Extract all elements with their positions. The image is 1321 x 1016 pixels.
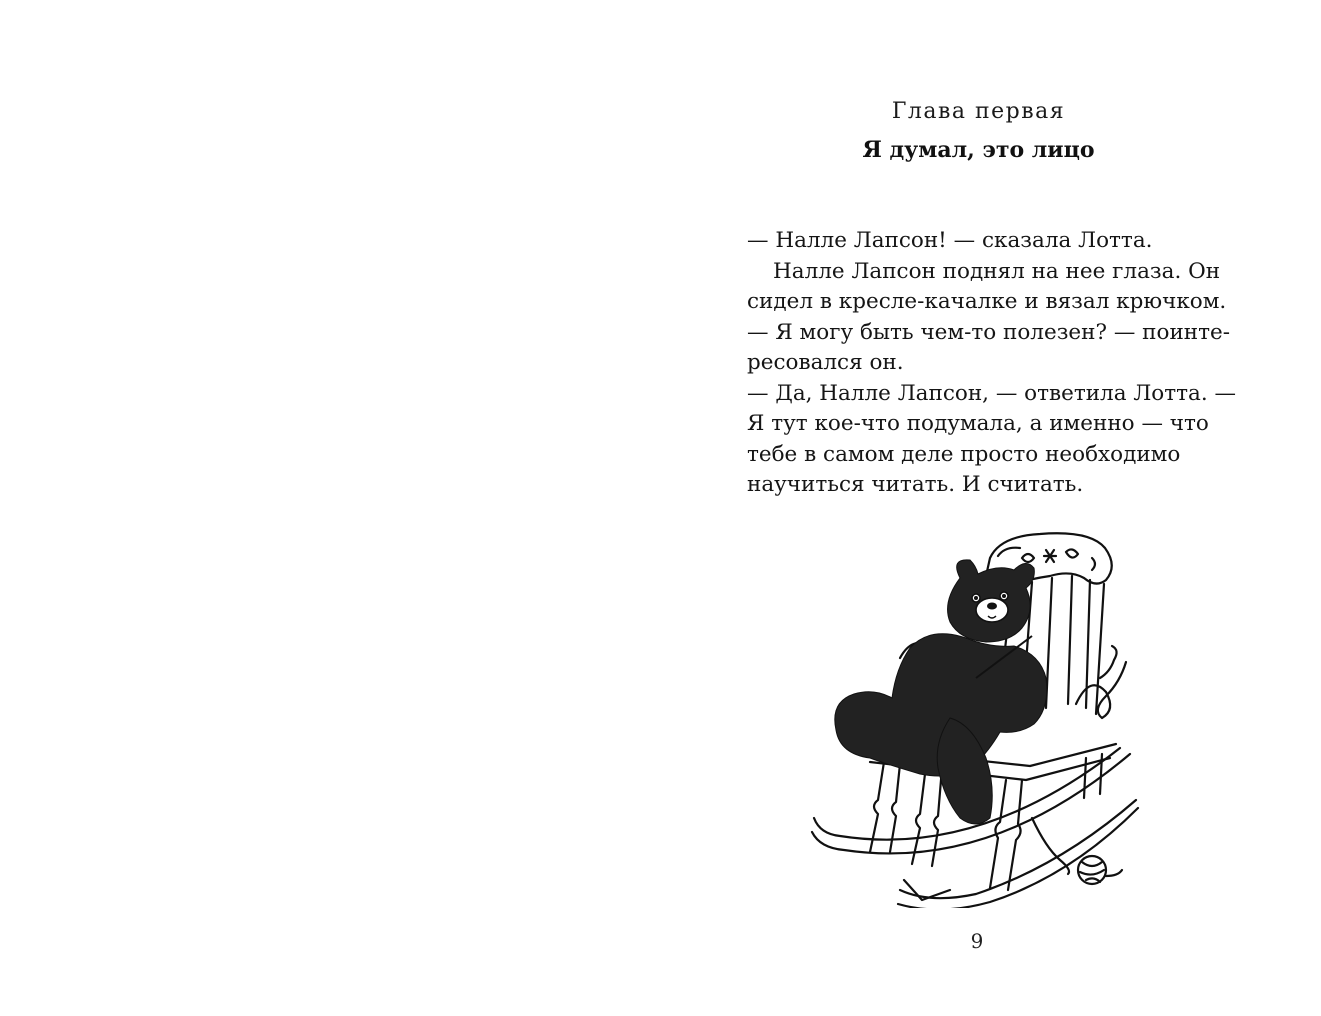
chapter-title: Я думал, это лицо	[862, 137, 1095, 163]
chapter-label: Глава первая	[891, 99, 1066, 124]
text-line: научиться читать. И считать.	[747, 472, 1084, 497]
text-line: ресовался он.	[747, 350, 904, 375]
text-line: тебе в самом деле просто необходимо	[747, 441, 1181, 467]
text-line: сидел в кресле-качалке и вязал крючком.	[747, 289, 1227, 314]
text-line: — Я могу быть чем-то полезен? — поинте-	[747, 319, 1230, 345]
page-number: 9	[970, 929, 984, 953]
chapter-body-text	[747, 226, 1237, 501]
bear-in-rocking-chair-illustration	[800, 518, 1140, 908]
text-line: Я тут кое-что подумала, а именно — что	[747, 411, 1209, 436]
text-line: Налле Лапсон поднял на нее глаза. Он	[773, 258, 1221, 284]
text-line: — Налле Лапсон! — сказала Лотта.	[747, 228, 1153, 253]
left-page-blank	[0, 0, 660, 1016]
text-line: — Да, Налле Лапсон, — ответила Лотта. —	[747, 380, 1237, 406]
